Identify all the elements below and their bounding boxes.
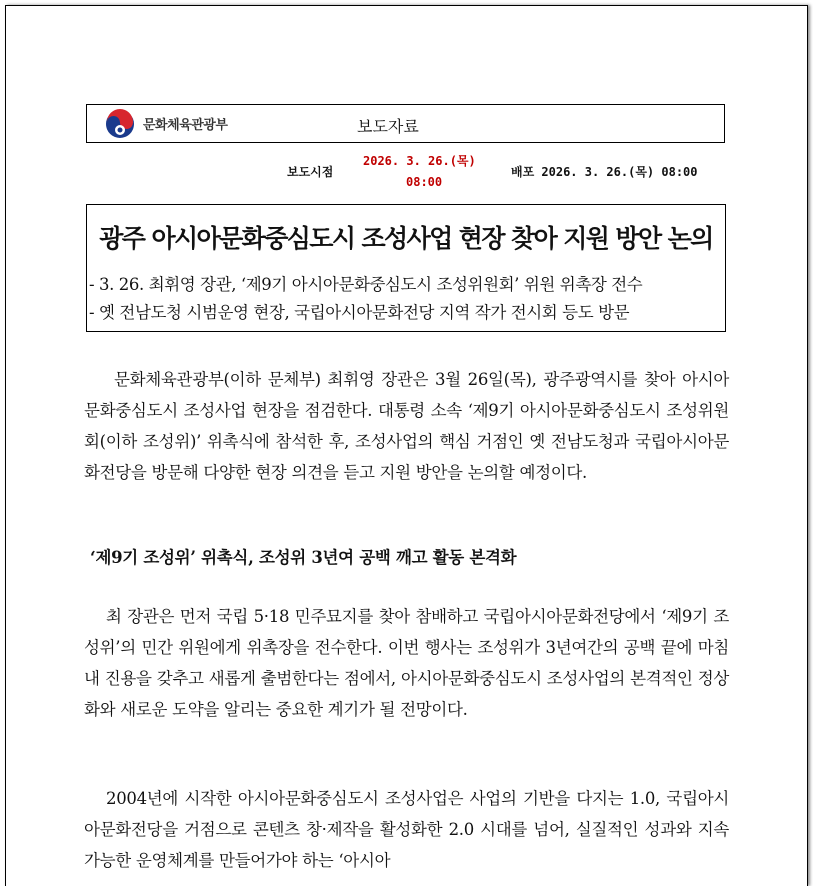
- body-paragraph-3: 2004년에 시작한 아시아문화중심도시 조성사업은 사업의 기반을 다지는 1.0, 국립아시아문화전당을 거점으로 콘텐츠 창·제작을 활성화한 2.0 시대를 넘어, 실질적인 성과와 지속 가능한 운영체계를 만들어가야 하는 ‘아시아: [84, 789, 729, 870]
- headline-title: 광주 아시아문화중심도시 조성사업 현장 찾아 지원 방안 논의: [99, 224, 713, 253]
- document-type-label: 보도자료: [357, 117, 419, 136]
- embargo-date: 2026. 3. 26.(목): [363, 154, 476, 168]
- headline-box: [86, 204, 726, 332]
- ministry-name: 문화체육관광부: [143, 118, 228, 133]
- distribution-date: 배포 2026. 3. 26.(목) 08:00: [511, 165, 698, 179]
- subtitle-1: - 3. 26. 최휘영 장관, ‘제9기 아시아문화중심도시 조성위원회’ 위원 위촉장 전수: [89, 275, 643, 294]
- body-paragraph-1: 문화체육관광부(이하 문체부) 최휘영 장관은 3월 26일(목), 광주광역시를 찾아 아시아문화중심도시 조성사업 현장을 점검한다. 대통령 소속 ‘제9기 아시아문화중심도시 조성위원회(이하 조성위)’ 위촉식에 참석한 후, 조성사업의 핵심 거점인 옛 전남도청과 국립아시아문화전당을 방문해 다양한 현장 의견을 듣고 지원 방안을 논의할 예정이다.: [84, 370, 729, 482]
- press-release-header: [86, 104, 725, 143]
- subtitle-2: - 옛 전남도청 시범운영 현장, 국립아시아문화전당 지역 작가 전시회 등도 방문: [89, 303, 630, 322]
- embargo-label: 보도시점: [287, 165, 334, 179]
- section-heading: ‘제9기 조성위’ 위촉식, 조성위 3년여 공백 깨고 활동 본격화: [90, 548, 517, 567]
- government-taegeuk-logo-icon: [105, 109, 135, 139]
- embargo-time: 08:00: [406, 175, 443, 189]
- body-paragraph-2: 최 장관은 먼저 국립 5·18 민주묘지를 찾아 참배하고 국립아시아문화전당에서 ‘제9기 조성위’의 민간 위원에게 위촉장을 전수한다. 이번 행사는 조성위가 3년여간의 공백 끝에 마침내 진용을 갖추고 새롭게 출범한다는 점에서, 아시아문화중심도시 조성사업의 본격적인 정상화와 새로운 도약을 알리는 중요한 계기가 될 전망이다.: [84, 607, 729, 719]
